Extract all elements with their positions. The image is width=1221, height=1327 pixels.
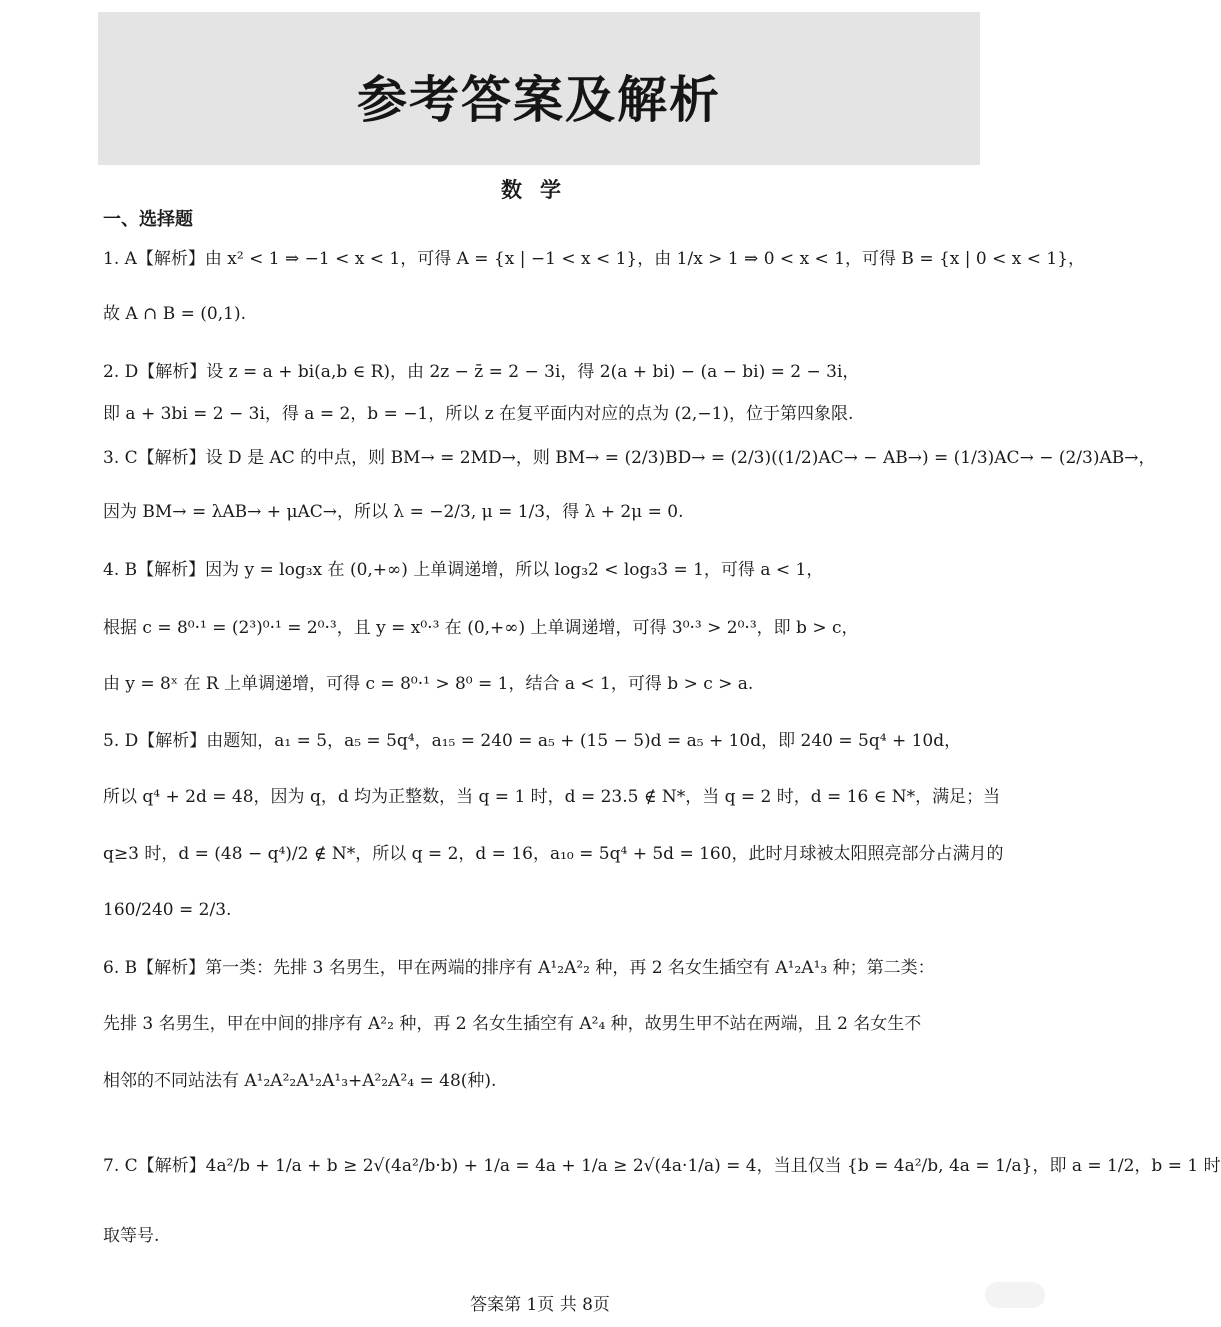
answer-line: 所以 q⁴ + 2d = 48，因为 q，d 均为正整数，当 q = 1 时，d = 23.5 ∉ N*，当 q = 2 时，d = 16 ∈ N*，满足；当	[103, 787, 1001, 807]
title-banner	[98, 12, 980, 165]
answer-line: 1. A【解析】由 x² < 1 ⇒ −1 < x < 1，可得 A = {x | −1 < x < 1}，由 1/x > 1 ⇒ 0 < x < 1，可得 B = {x | 0 < x < 1}，	[103, 249, 1086, 269]
answer-line: 3. C【解析】设 D 是 AC 的中点，则 BM→ = 2MD→，则 BM→ = (2/3)BD→ = (2/3)((1/2)AC→ − AB→) = (1/3)AC→ − (2/3)AB→，	[103, 448, 1156, 468]
watermark	[985, 1282, 1045, 1308]
answer-line: 由 y = 8ˣ 在 R 上单调递增，可得 c = 8⁰·¹ > 8⁰ = 1，结合 a < 1，可得 b > c > a.	[103, 674, 754, 694]
answer-line: 2. D【解析】设 z = a + bi(a,b ∈ R)，由 2z − z̄ = 2 − 3i，得 2(a + bi) − (a − bi) = 2 − 3i，	[103, 362, 860, 382]
answer-line: 6. B【解析】第一类：先排 3 名男生，甲在两端的排序有 A¹₂A²₂ 种，再 2 名女生插空有 A¹₂A¹₃ 种；第二类：	[103, 958, 935, 978]
answer-line: 160/240 = 2/3.	[103, 900, 232, 920]
subject-heading: 数学	[501, 178, 579, 202]
answer-line: 故 A ∩ B = (0,1).	[103, 304, 246, 324]
answer-line: q≥3 时，d = (48 − q⁴)/2 ∉ N*，所以 q = 2，d = 16，a₁₀ = 5q⁴ + 5d = 160，此时月球被太阳照亮部分占满月的	[103, 844, 1004, 864]
page-footer: 答案第 1页 共 8页	[470, 1295, 610, 1315]
answer-line: 因为 BM→ = λAB→ + μAC→，所以 λ = −2/3, μ = 1/3，得 λ + 2μ = 0.	[103, 502, 684, 522]
answer-line: 4. B【解析】因为 y = log₃x 在 (0,+∞) 上单调递增，所以 log₃2 < log₃3 = 1，可得 a < 1，	[103, 560, 824, 580]
answer-line: 先排 3 名男生，甲在中间的排序有 A²₂ 种，再 2 名女生插空有 A²₄ 种，故男生甲不站在两端，且 2 名女生不	[103, 1014, 922, 1034]
section-heading: 一、选择题	[103, 209, 193, 230]
answer-line: 7. C【解析】4a²/b + 1/a + b ≥ 2√(4a²/b·b) + 1/a = 4a + 1/a ≥ 2√(4a·1/a) = 4，当且仅当 {b = 4a²/b, 4a = 1/a}，即 a = 1/2，b = 1 时	[103, 1156, 1221, 1176]
answer-line: 相邻的不同站法有 A¹₂A²₂A¹₂A¹₃+A²₂A²₄ = 48(种).	[103, 1071, 497, 1091]
answer-line: 根据 c = 8⁰·¹ = (2³)⁰·¹ = 2⁰·³，且 y = x⁰·³ 在 (0,+∞) 上单调递增，可得 3⁰·³ > 2⁰·³，即 b > c，	[103, 618, 859, 638]
answer-line: 即 a + 3bi = 2 − 3i，得 a = 2，b = −1，所以 z 在复平面内对应的点为 (2,−1)，位于第四象限.	[103, 404, 854, 424]
answer-line: 5. D【解析】由题知，a₁ = 5，a₅ = 5q⁴，a₁₅ = 240 = a₅ + (15 − 5)d = a₅ + 10d，即 240 = 5q⁴ + 10d，	[103, 731, 962, 751]
answer-line: 取等号.	[103, 1226, 160, 1246]
page-title: 参考答案及解析	[357, 71, 721, 129]
